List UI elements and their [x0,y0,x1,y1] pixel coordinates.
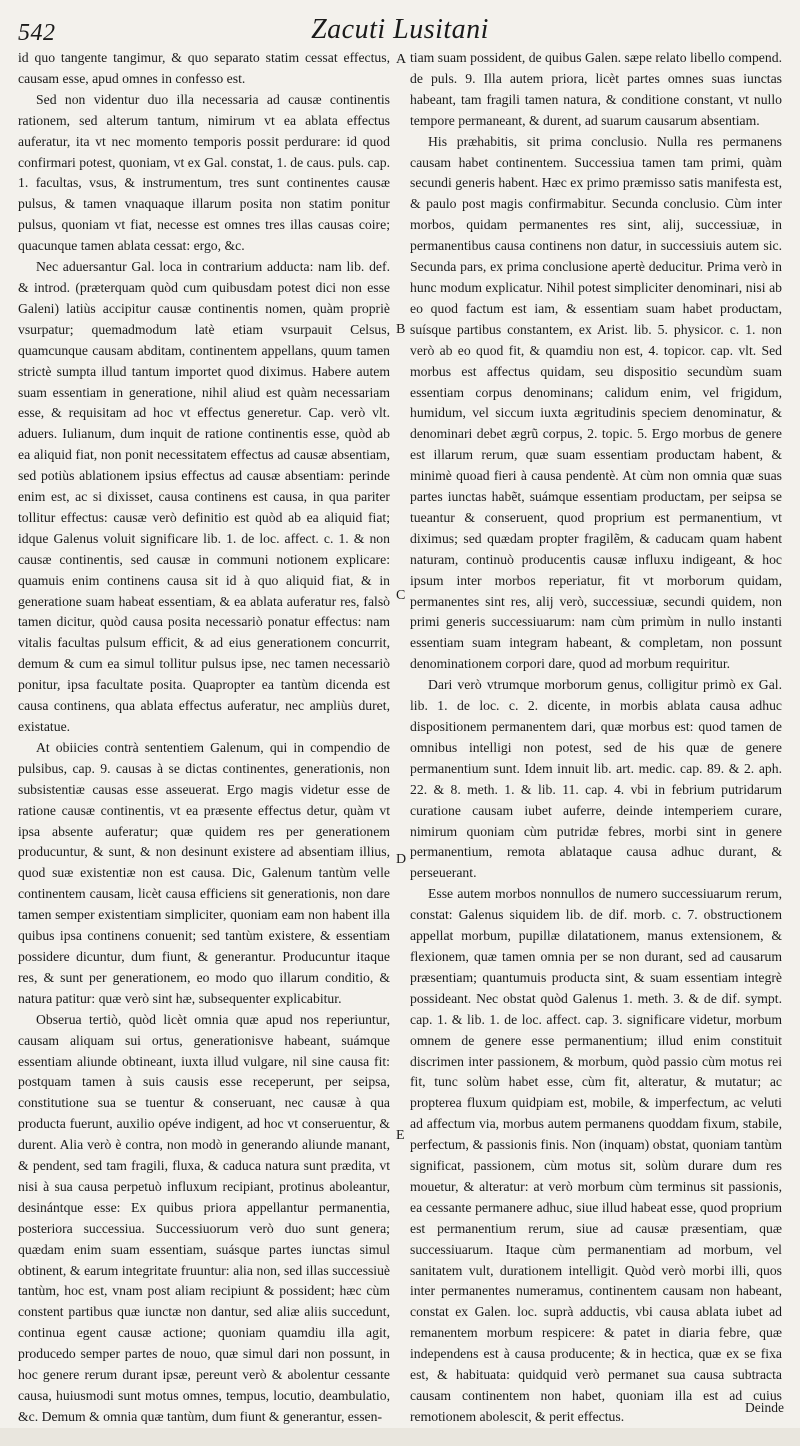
paragraph: tiam suam possident, de quibus Galen. sæpe relato libello compend. de puls. 9. Illa autem priora, licèt partes omnes suas iunctas habeant, tam fragili tamen natura, & conditione constant, vt nullo tempore permaneant, & durent, ad suarum causarum absentiam. [410,50,782,128]
page-header [8,6,792,46]
paragraph: Sed non videntur duo illa necessaria ad causæ continentis rationem, sed alterum tantum, nimirum vt ea ablata effectus auferatur, ita vt nec momento temporis possit perdurare: id quod confirmari potest, quoniam, vt ex Gal. constat, 1. de caus. puls. cap. 1. facultas, vsus, & instrumentum, tres sunt continentes causæ pulsus, & tamen vnaquaque illarum posita non statim ponitur pulsus, quoniam vt fiat, necesse est omnes tres illas causas coire; quacunque tamen ablata cessat: ergo, &c. [18,91,390,254]
paragraph: Esse autem morbos nonnullos de numero successiuarum rerum, constat: Galenus siquidem lib. de dif. morb. c. 7. obstructionem appellat morbum, pupillæ dilatationem, manus extensionem, & flexionem, quæ tamen omnia per se non durant, sed ad causarum præsentiam; quantumuis producta sint, & suam essentiam integrè possideant. Nec obstat quòd Galenus 1. meth. 3. & de dif. sympt. cap. 1. & lib. 1. de loc. affect. cap. 3. significare videtur, morbum omnem de genere esse permanentium; illud enim constituit discrimen inter passionem, & morbum, quòd passio cùm motus rei fit, tunc solùm habet esse, cùm fit, alteratur, & mutatur; ac propterea fluxum quidpiam est, mobile, & imperfectum, ac veluti ad affectum via, morbus autem permanens quoddam fixum, stabile, perfectum, & passionis finis. Non (inquam) obstat, quoniam tantùm significat, passionem, cùm motus sit, solùm durare dum res mouetur, & alteratur: at verò morbum cùm terminus sit passionis, ea cessante permanere adhuc, siue illud habeat esse, quod proprium est permanentium rerum, siue ad causæ præsentiam, quæ successiuarum. Itaque cùm permanentiam ad morbum, vel sanitatem vult, durationem intelligit. Quòd verò morbi illi, quos inter permanentes numeramus, continentem causam non habeant, constat ex Galen. loc. suprà adductis, vbi causa ablata iubet ad remanentem morbum respicere: & patet in diaria febre, quæ independens est à causa producente; & in hectica, quæ ex se fixa est, & habituata: quidquid verò permanet sua causa subtracta causam continentem non habet, quoniam illa est ad cuius remotionem abolescit, & perit effectus. [410,886,782,1424]
margin-letter-e: E [396,1128,405,1143]
page-number: 542 [18,20,56,46]
margin-letter-a: A [396,52,407,67]
paragraph: Dari verò vtrumque morborum genus, colligitur primò ex Gal. lib. 1. de loc. c. 2. dicente, in morbis ablata causa adhuc dispositionem permanentem dari, quæ morbus est: quod tamen de omnibus intelligi non potest, sed de his quæ de genere permanentium sunt. Idem innuit lib. art. medic. cap. 89. & 2. aph. 22. & 8. meth. 1. & lib. 11. cap. 4. vbi in febrium putridarum curatione causam iubet auferre, deinde intemperiem curare, nimirum quoniam cùm putridæ febres, morbi sint in genere permanentium, remota ablataque causa adhuc durant, & perseuerant. [410,677,782,881]
catchword: Deinde [745,1400,784,1415]
paragraph: At obiicies contrà sententiem Galenum, qui in compendio de pulsibus, cap. 9. causas à se dictas continentes, generationis, non subsistentiæ causas esse asseuerat. Ergo magis videtur esse de ratione causæ continentis, vt ea præsente effectus detur, quàm vt ipsa absente auferatur; quæ quidem res per generationem producuntur, & sunt, & non desinunt existere ad absentiam illius, quod suæ existentiæ non est causa. Dic, Galenum tantùm velle continentem causam, licèt causa efficiens sit generationis, non dare tamen semper existentiam simpliciter, quoniam eam non habent illa quibus ipsa continens conuenit; sed tantùm existere, & essentiam possidere dicuntur, dum fiunt, & generantur. Producuntur itaque res, & sunt per generationem, eo modo quo illarum conditio, & natura patitur: quæ verò sint hæ, subsequenter explicabitur. [18,739,390,1006]
paragraph: His præhabitis, sit prima conclusio. Nulla res permanens causam habet continentem. Successiua tamen tam primi, quàm secundi generis habent. Hæc ex primo præmisso satis manifesta est, & paulo post magis confirmabitur. Secunda conclusio. Cùm inter morbos, quidam permanentes res sint, alij, successiuæ, in permanentibus causa continens non datur, in successiuis autem sic. Secunda pars, ex prima conclusione apertè deducitur. Prima verò in hunc modum explicatur. Nihil potest simpliciter denominari, nisi ab eo quod factum est iam, & essentiam suam habet productam, suísque partibus constantem, ex Arist. lib. 5. physicor. c. 1. non verò ab eo quod fit, & quamdiu non est, 4. topicor. cap. vlt. Sed morbus est affectus quidam, seu dispositio secundùm suam essentiam corpus denominans; calidum enim, vel frigidum, humidum, vel siccum iuxta ægritudinis speciem denominatur, & denominari debet ægrũ corpus, 2. topic. 5. Ergo morbus de genere est illarum rerum, quæ suam essentiam productam habent, & minimè quoad fieri à causa pendentè. At cùm non omnia quæ suas partes iunctas habẽt, suámque essentiam productam, per seipsa se tueantur & conseruent, quod proprium est permanentium, vt diximus; sed quædam propter fragilẽm, & caducam quam habent naturam, continuò producentis causæ influxu indigeant, & hoc ipsum inter morbos reperiatur, fit vt morborum quidam, permanentes sint res, alij verò, successiuæ, secundi quidem, non primi generis successiuarum: nam cùm primùm in nullo instanti essentiam suam integram habeant, & completam, non possunt denominationem corpori dare, quod ad morbum requiritur. [410,133,782,672]
running-title: Zacuti Lusitani [311,14,489,45]
margin-letter-d: D [396,852,407,867]
margin-letter-b: B [396,322,406,337]
paragraph: Obserua tertiò, quòd licèt omnia quæ apud nos reperiuntur, causam aliquam sui ortus, generationisve habeant, suámque essentiam aliunde obtineant, iuxta illud vulgare, nil sine causa fit: postquam tamen à suis causis esse receperunt, per seipsa, constitutione sua se tuentur & conseruant, nec causæ à qua producta fuerunt, auxilio opéve indigent, ad hoc vt conseruentur, & durent. Alia verò è contra, non modò in generando aliunde manant, & pendent, sed tam fragili, fluxa, & caduca natura sunt prædita, vt nisi à sua causa perpetuò influxum recipiant, protinus aboleantur, desinántque esse: Ex quibus priora appellantur permanentia, posteriora successiua. Successiuorum verò duo sunt genera; quædam enim suam essentiam, suásque partes iunctas simul obtinent, & earum integritate fruuntur: alia non, sed illas successiuè tantùm, hoc est, vnam post aliam recipiunt & possident; hæc cùm constent partibus quæ iunctæ non dantur, sed aliæ aliis succedunt, continua egent causæ actione; quoniam quamdiu illa agit, producedo semper partes de nouo, quæ simul dari non possunt, in hoc genere rerum durant ipsæ, pereunt verò & abolentur cessante causa, huiusmodi sunt motus omnes, tempus, locutio, deambulatio, &c. Demum & omnia quæ tantùm, dum fiunt & generantur, essen- [18,1011,390,1424]
page-bottom-band [0,1428,800,1446]
left-column [18,48,390,1428]
margin-letter-c: C [396,588,406,603]
paragraph: id quo tangente tangimur, & quo separato statim cessat effectus, causam esse, apud omnes in confesso est. [18,50,390,86]
paragraph: Nec aduersantur Gal. loca in contrarium adducta: nam lib. def. & introd. (præterquam quòd cum quibusdam potest dici non esse Galeni) latiùs accipitur causæ continentis nomen, quàm propriè vsurpatur; quemadmodum latè etiam vsurpauit Celsus, quamcunque causam abditam, continentem appellans, quum tamen strictè sumpta illud tantum importet quod diximus. Habere autem suam essentiam in generatione, nihil aliud est quàm necessariam esse, & requisitam ad hoc vt effectus generetur. Cap. verò vlt. aduers. Iulianum, dum inquit de ratione continentis esse, quòd ab ea aliquid fiat, non ponit necessitatem effectus ad causæ absentiam, sed potiùs ablationem ipsius effectus ad causæ absentiam: perinde enim est, ac si dixisset, causa continens est causa, in qua pariter tollitur effectus: causæ verò definitio est quòd ab ea aliquid fiat; idque Galenus voluit significare lib. 1. de loc. affect. c. 1. & non causæ continentis, sed causæ in communi notionem explicare: quamuis enim continens causa sit id à quo aliquid fiat, & in generatione suam habeat essentiam, & ea ablata auferatur res, falsò tamen dicitur, quòd causa posita necessariò ponatur effectus: nam vitalis facultas pulsum efficit, & ad eius generationem concurrit, demum & cum ea simul tollitur pulsus ipse, nec tamen necessariò ponitur, ipsa facultate posita. Quapropter ea tantùm dicenda est causa continens, qua ablata effectus auferatur, nec ampliùs duret, existatue. [18,259,390,734]
right-column [410,48,782,1428]
